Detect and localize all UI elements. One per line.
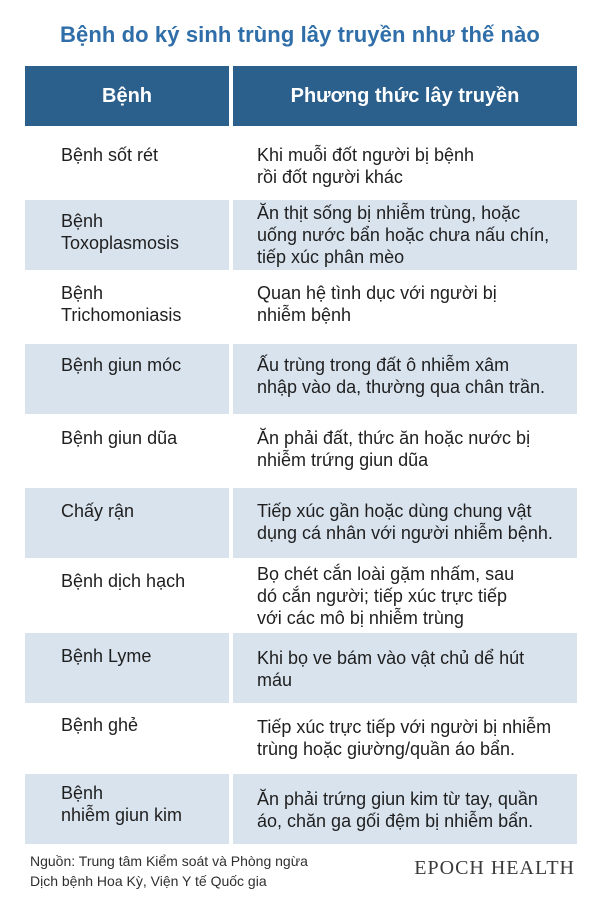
table-row [25, 488, 577, 558]
transmission-cell: Khi bọ ve bám vào vật chủ dể hút máu [233, 633, 577, 703]
disease-cell: Bệnh ghẻ [61, 715, 139, 735]
table-header [25, 66, 577, 126]
disease-cell: Bệnh Toxoplasmosis [25, 200, 229, 270]
table-row [25, 774, 577, 844]
table-row [25, 560, 577, 631]
table-row [25, 416, 577, 486]
transmission-cell: Bọ chét cắn loài gặm nhấm, sau dó cắn người; tiếp xúc trực tiếp với các mô bị nhiễm trùng [257, 564, 515, 628]
transmission-cell: Tiếp xúc gần hoặc dùng chung vật dụng cá nhân với người nhiễm bệnh. [233, 488, 577, 558]
transmission-cell: Ấu trùng trong đất ô nhiễm xâm nhập vào da, thường qua chân trần. [233, 344, 577, 414]
transmission-cell: Quan hệ tình dục với người bị nhiễm bệnh [257, 283, 497, 325]
source-text: Nguồn: Trung tâm Kiểm soát và Phòng ngừa Dịch bệnh Hoa Kỳ, Viện Y tế Quốc gia [30, 853, 308, 889]
brand-logo: EPOCH HEALTH [414, 857, 575, 879]
transmission-cell: Ăn thịt sống bị nhiễm trùng, hoặc uống nước bẩn hoặc chưa nấu chín, tiếp xúc phân mèo [233, 200, 577, 270]
source-note [30, 851, 308, 891]
disease-cell: Bệnh Lyme [25, 633, 229, 703]
header-disease: Bệnh [25, 66, 229, 126]
page-title: Bệnh do ký sinh trùng lây truyền như thế nào [60, 22, 540, 47]
transmission-table [25, 66, 577, 846]
transmission-cell: Ăn phải trứng giun kim từ tay, quần áo, chăn ga gối đệm bị nhiễm bẩn. [233, 774, 577, 844]
disease-cell: Bệnh giun móc [25, 344, 229, 414]
disease-cell: Bệnh sốt rét [61, 145, 159, 165]
transmission-cell: Khi muỗi đốt người bị bệnh rồi đốt người khác [257, 145, 474, 187]
table-row [25, 272, 577, 342]
disease-cell: Bệnh dịch hạch [61, 571, 186, 591]
transmission-cell: Ăn phải đất, thức ăn hoặc nước bị nhiễm trứng giun dũa [257, 428, 531, 470]
table-row [25, 200, 577, 270]
header-transmission: Phương thức lây truyền [233, 66, 577, 126]
table-row [25, 633, 577, 703]
table-row [25, 705, 577, 772]
disease-cell: Bệnh giun dũa [61, 428, 178, 448]
disease-cell: Chấy rận [25, 488, 229, 558]
disease-cell: Bệnh Trichomoniasis [61, 283, 182, 325]
disease-cell: Bệnh nhiễm giun kim [25, 774, 229, 844]
table-row [25, 344, 577, 414]
table-row [25, 130, 577, 198]
transmission-cell: Tiếp xúc trực tiếp với người bị nhiễm trùng hoặc giường/quần áo bẩn. [257, 717, 552, 759]
